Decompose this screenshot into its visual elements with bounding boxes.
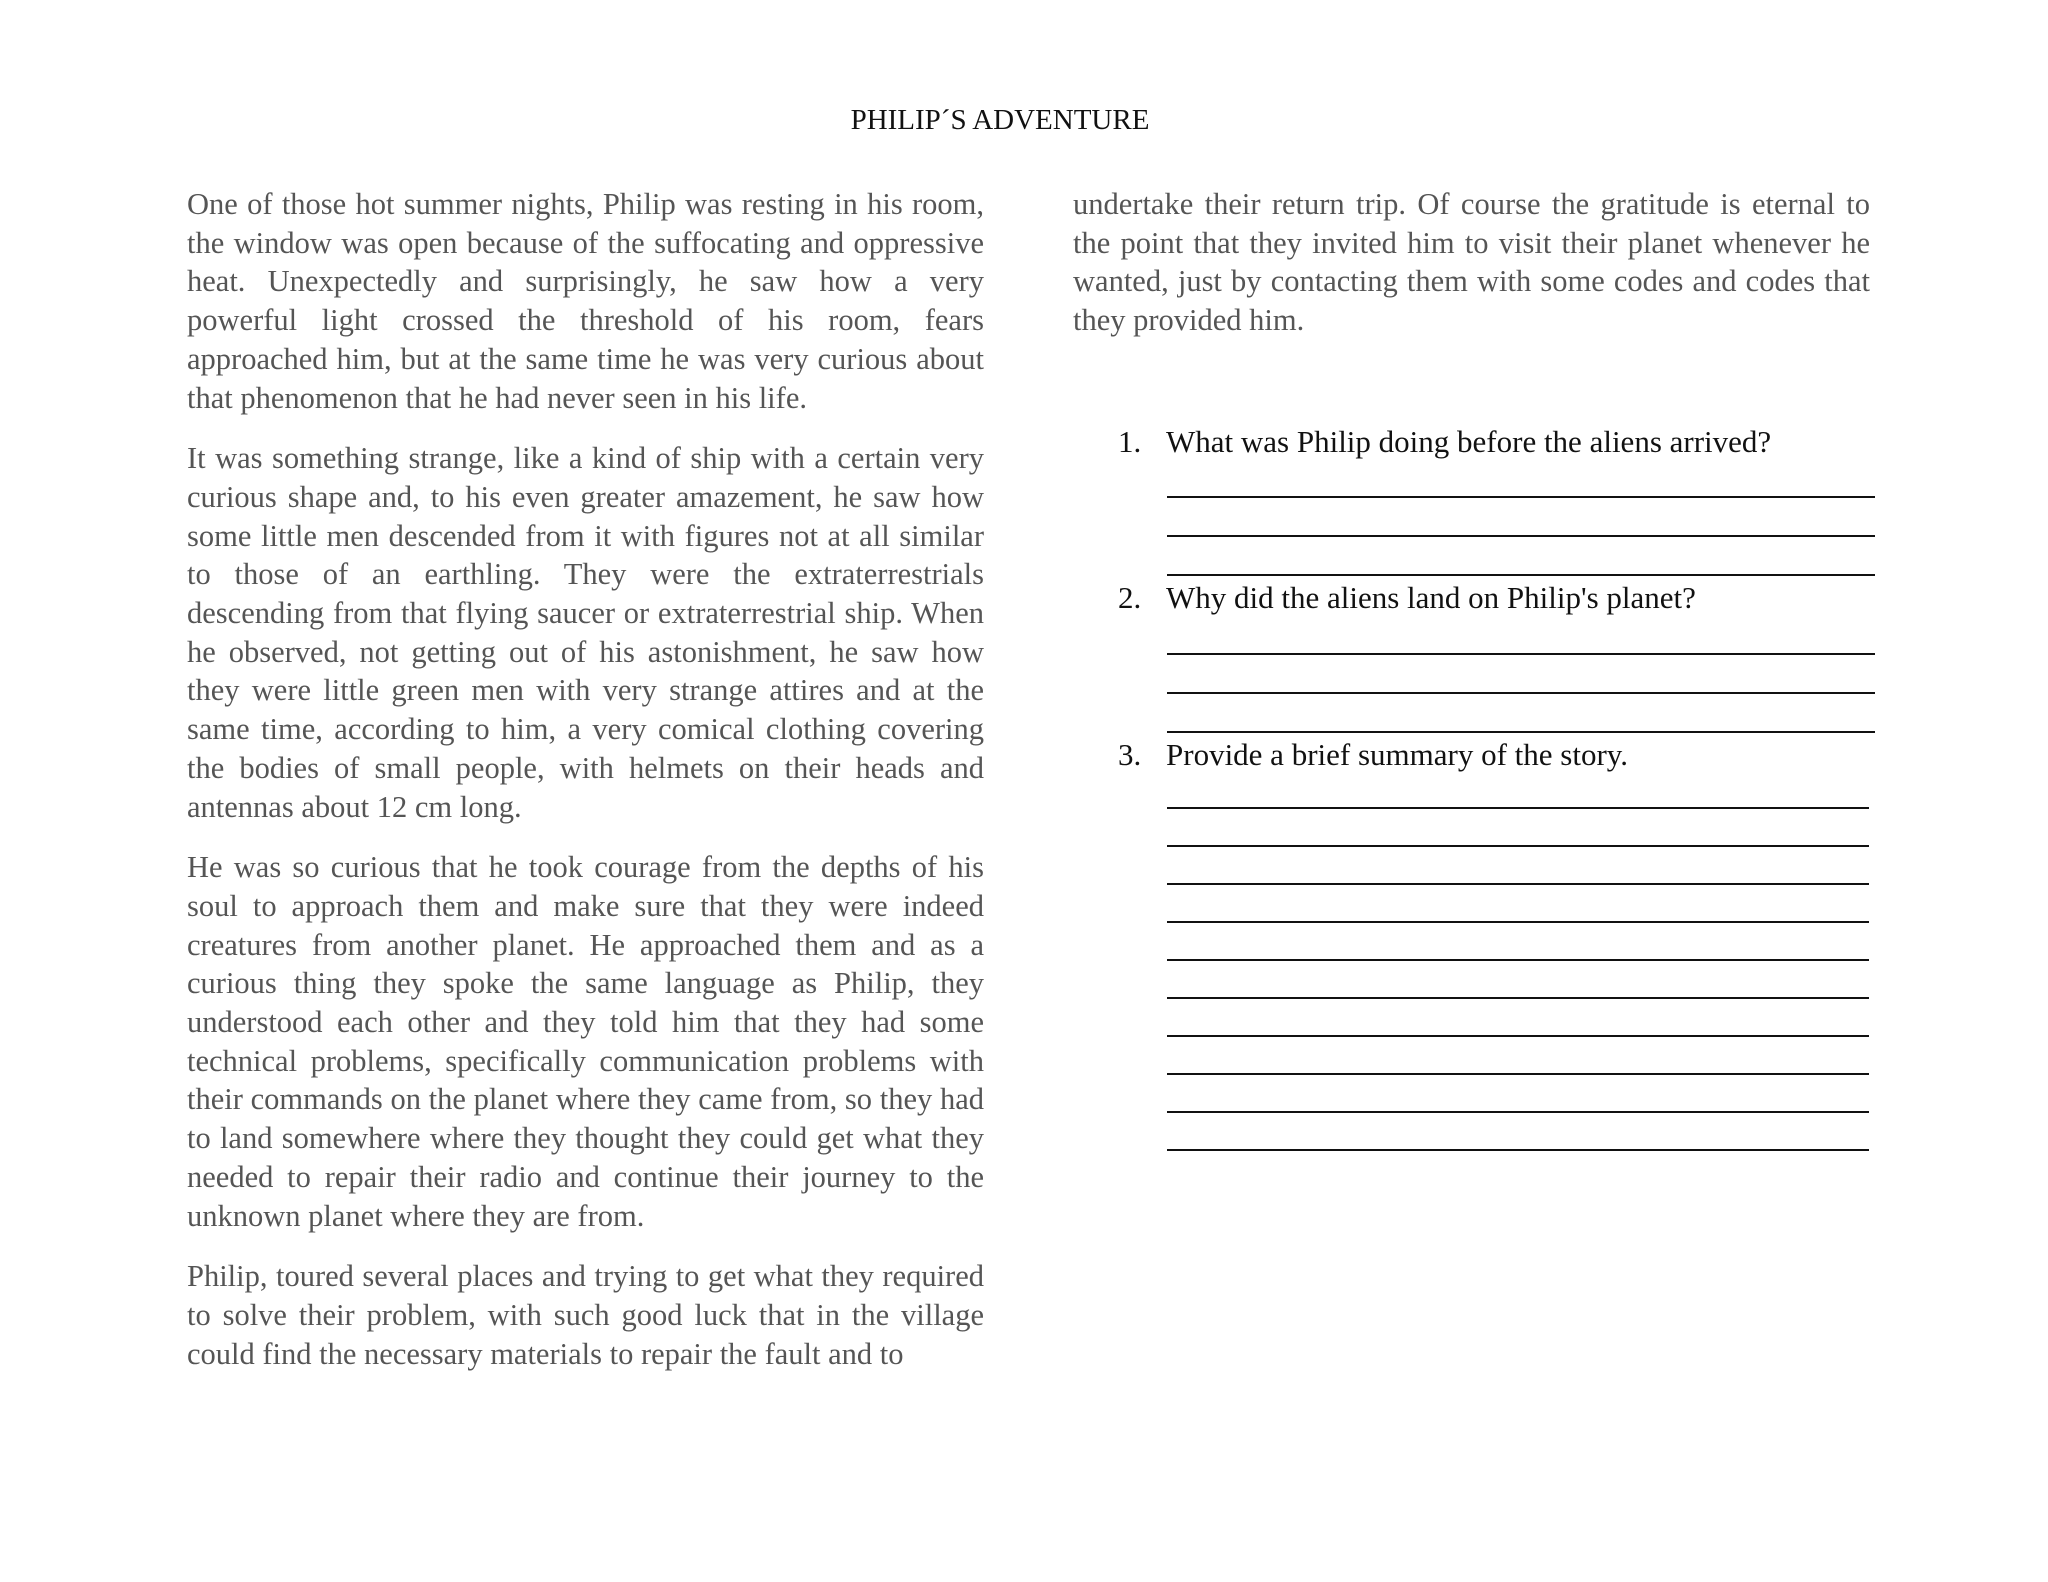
answer-line[interactable] [1167, 921, 1869, 923]
answer-line[interactable] [1167, 496, 1875, 498]
answer-line[interactable] [1167, 535, 1875, 537]
story-paragraph: One of those hot summer nights, Philip was resting in his room, the window was open because of the suffocating and oppressive heat. Unexpectedly and surprisingly, he saw how a very powerful light crossed the threshold of his room, fears approached him, but at the same time he was very curious about that phenomenon that he had never seen in his life. [187, 187, 984, 415]
answer-line[interactable] [1167, 692, 1875, 694]
answer-line[interactable] [1167, 731, 1875, 733]
question-text: Provide a brief summary of the story. [1166, 737, 1629, 772]
answer-line[interactable] [1167, 997, 1869, 999]
answer-line[interactable] [1167, 1149, 1869, 1151]
story-paragraph: undertake their return trip. Of course the gratitude is eternal to the point that they invited him to visit their planet whenever he wanted, just by contacting them with some codes and codes that they provided him. [1073, 187, 1870, 338]
answer-line[interactable] [1167, 1073, 1869, 1075]
answer-line[interactable] [1167, 574, 1875, 576]
question-text: Why did the aliens land on Philip's planet? [1166, 580, 1696, 615]
answer-line[interactable] [1167, 883, 1869, 885]
question-number: 1. [1118, 424, 1142, 459]
page-title: PHILIP´S ADVENTURE [850, 104, 1150, 136]
answer-line[interactable] [1167, 653, 1875, 655]
answer-line[interactable] [1167, 845, 1869, 847]
question-number: 2. [1118, 580, 1142, 615]
story-paragraph: Philip, toured several places and trying to get what they required to solve their problem, with such good luck that in the village could find the necessary materials to repair the fault and to [187, 1259, 984, 1371]
story-paragraph: He was so curious that he took courage from the depths of his soul to approach them and make sure that they were indeed creatures from another planet. He approached them and as a curious thing they spoke the same language as Philip, they understood each other and they told him that they had some technical problems, specifically communication problems with their commands on the planet where they came from, so they had to land somewhere where they thought they could get what they needed to repair their radio and continue their journey to the unknown planet where they are from. [187, 850, 984, 1233]
answer-line[interactable] [1167, 1035, 1869, 1037]
question-text: What was Philip doing before the aliens arrived? [1166, 424, 1772, 459]
answer-line[interactable] [1167, 959, 1869, 961]
story-paragraph: It was something strange, like a kind of ship with a certain very curious shape and, to his even greater amazement, he saw how some little men descended from it with figures not at all similar to those of an earthling. They were the extraterrestrials descending from that flying saucer or extraterrestrial ship. When he observed, not getting out of his astonishment, he saw how they were little green men with very strange attires and at the same time, according to him, a very comical clothing covering the bodies of small people, with helmets on their heads and antennas about 12 cm long. [187, 441, 984, 824]
story-right-column [1073, 185, 1870, 340]
question-number: 3. [1118, 737, 1142, 772]
story-left-column [187, 185, 984, 1395]
answer-line[interactable] [1167, 807, 1869, 809]
answer-line[interactable] [1167, 1111, 1869, 1113]
